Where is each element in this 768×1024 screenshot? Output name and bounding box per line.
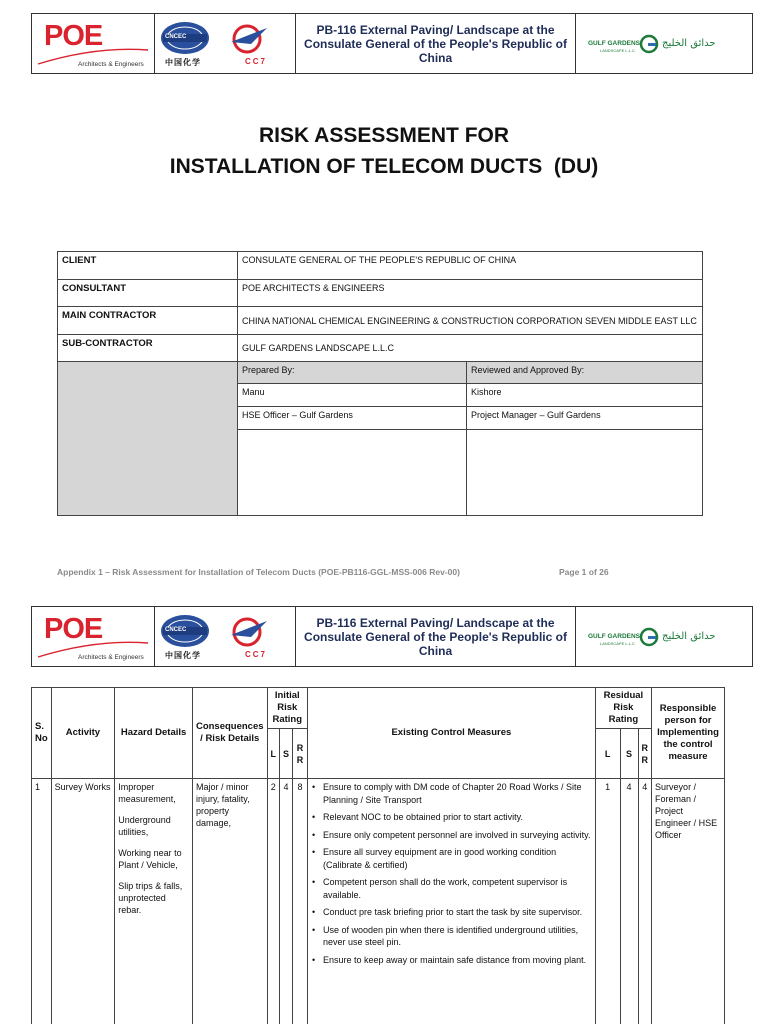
- document-title-line1: RISK ASSESSMENT FOR: [258, 124, 510, 147]
- poe-tagline: Architects & Engineers: [78, 654, 144, 661]
- page-number: Page 1 of 26: [559, 567, 609, 577]
- reviewed-signature-cell: [467, 430, 703, 516]
- cncec-chinese-text: 中国化学: [165, 651, 201, 660]
- document-title: [0, 120, 768, 182]
- cc7-logo-icon: [227, 22, 271, 56]
- poe-logo: POE: [44, 613, 103, 645]
- header-initial-risk: Initial Risk Rating: [267, 688, 307, 729]
- hazard-item: Underground utilities,: [118, 815, 171, 837]
- gulf-gardens-logo-icon: [638, 626, 660, 648]
- row-initial-rr: 8: [293, 779, 308, 1024]
- header-residual-l: L: [595, 729, 620, 779]
- header-initial-s: S: [280, 729, 293, 779]
- main-contractor-value: CHINA NATIONAL CHEMICAL ENGINEERING & CONSTRUCTION CORPORATION SEVEN MIDDLE EAST LLC: [238, 307, 703, 335]
- control-item: • Ensure all survey equipment are in good working condition (Calibrate & certified): [311, 846, 592, 871]
- cncec-logo-text: CNCEC: [165, 34, 187, 40]
- control-item: • Ensure to comply with DM code of Chapter 20 Road Works / Site Planning / Site Transport: [311, 781, 592, 806]
- gulf-gardens-logo-cell: [576, 14, 752, 73]
- row-sno: 1: [32, 779, 52, 1024]
- gulf-gardens-subtext: LANDSCAPE L.L.C: [600, 641, 635, 646]
- row-activity: Survey Works: [51, 779, 115, 1024]
- main-contractor-label: MAIN CONTRACTOR: [58, 307, 238, 335]
- contractor-logos-cell: [155, 607, 296, 666]
- cc7-logo-text: CC7: [245, 650, 268, 659]
- row-initial-s: 4: [280, 779, 293, 1024]
- gulf-gardens-logo-text: GULF GARDENS: [588, 40, 640, 47]
- document-title-line2: INSTALLATION OF TELECOM DUCTS (DU): [169, 155, 599, 178]
- reviewed-by-label: Reviewed and Approved By:: [467, 362, 703, 384]
- header-activity: Activity: [51, 688, 115, 779]
- gulf-gardens-logo-icon: [638, 33, 660, 55]
- gulf-gardens-logo-cell: [576, 607, 752, 666]
- table-row: [32, 779, 725, 1024]
- prepared-by-role: HSE Officer – Gulf Gardens: [238, 407, 467, 430]
- risk-assessment-table: [31, 687, 725, 1024]
- control-item: • Ensure only competent personnel are involved in surveying activity.: [311, 829, 592, 842]
- control-item: • Competent person shall do the work, competent supervisor is available.: [311, 876, 592, 901]
- gulf-gardens-subtext: LANDSCAPE L.L.C: [600, 48, 635, 53]
- row-residual-rr: 4: [638, 779, 652, 1024]
- poe-logo: POE: [44, 20, 103, 52]
- project-title: PB-116 External Paving/ Landscape at the Consulate General of the People's Republic of China: [304, 22, 567, 65]
- prepared-by-label: Prepared By:: [238, 362, 467, 384]
- control-item: • Conduct pre task briefing prior to start the task by site supervisor.: [311, 906, 592, 919]
- page-header-2: [31, 606, 753, 667]
- project-title-cell: [296, 607, 576, 666]
- reviewed-by-role: Project Manager – Gulf Gardens: [467, 407, 703, 430]
- cncec-chinese-text: 中国化学: [165, 58, 201, 67]
- header-consequences: Consequences / Risk Details: [192, 688, 267, 779]
- project-info-table: [57, 251, 703, 516]
- reviewed-by-name: Kishore: [467, 384, 703, 407]
- control-item: • Use of wooden pin when there is identified underground utilities, never use steel pin.: [311, 924, 592, 949]
- row-residual-s: 4: [620, 779, 638, 1024]
- header-responsible-person: Responsible person for Implementing the control measure: [652, 688, 725, 779]
- row-initial-l: 2: [267, 779, 280, 1024]
- poe-logo-cell: [32, 607, 155, 666]
- cc7-logo-icon: [227, 615, 271, 649]
- row-control-measures: [308, 779, 596, 1024]
- header-control-measures: Existing Control Measures: [308, 688, 596, 779]
- hazard-item: Working near to Plant / Vehicle,: [118, 848, 182, 870]
- control-item: • Relevant NOC to be obtained prior to start activity.: [311, 811, 592, 824]
- page-header: [31, 13, 753, 74]
- prepared-by-name: Manu: [238, 384, 467, 407]
- row-residual-l: 1: [595, 779, 620, 1024]
- consultant-value: POE ARCHITECTS & ENGINEERS: [238, 280, 703, 307]
- hazard-item: Slip trips & falls, unprotected rebar.: [118, 881, 183, 915]
- header-initial-l: L: [267, 729, 280, 779]
- row-hazards: [115, 779, 193, 1024]
- row-responsible: Surveyor / Foreman / Project Engineer / HSE Officer: [652, 779, 725, 1024]
- project-title-cell: [296, 14, 576, 73]
- header-hazard-details: Hazard Details: [115, 688, 193, 779]
- sub-contractor-value: GULF GARDENS LANDSCAPE L.L.C: [238, 335, 703, 362]
- control-item: • Ensure to keep away or maintain safe distance from moving plant.: [311, 954, 592, 967]
- cncec-logo-text: CNCEC: [165, 627, 187, 633]
- header-sno: S. No: [32, 688, 52, 779]
- header-initial-rr: R R: [293, 729, 308, 779]
- row-consequences: Major / minor injury, fatality, property damage,: [192, 779, 267, 1024]
- shaded-cell: [58, 362, 238, 516]
- header-residual-rr: R R: [638, 729, 652, 779]
- prepared-signature-cell: [238, 430, 467, 516]
- gulf-gardens-logo-text: GULF GARDENS: [588, 633, 640, 640]
- client-value: CONSULATE GENERAL OF THE PEOPLE'S REPUBLIC OF CHINA: [238, 252, 703, 280]
- project-title: PB-116 External Paving/ Landscape at the Consulate General of the People's Republic of China: [304, 615, 567, 658]
- cc7-logo-text: CC7: [245, 57, 268, 66]
- contractor-logos-cell: [155, 14, 296, 73]
- appendix-reference: Appendix 1 – Risk Assessment for Installation of Telecom Ducts (POE-PB116-GGL-MSS-006 Rev-00): [57, 567, 460, 577]
- poe-tagline: Architects & Engineers: [78, 61, 144, 68]
- header-residual-risk: Residual Risk Rating: [595, 688, 651, 729]
- gulf-gardens-arabic-text: حدائق الخليج: [662, 38, 716, 49]
- gulf-gardens-arabic-text: حدائق الخليج: [662, 631, 716, 642]
- consultant-label: CONSULTANT: [58, 280, 238, 307]
- hazard-item: Improper measurement,: [118, 782, 176, 804]
- poe-logo-cell: [32, 14, 155, 73]
- page-footer: [57, 567, 717, 577]
- header-residual-s: S: [620, 729, 638, 779]
- sub-contractor-label: SUB-CONTRACTOR: [58, 335, 238, 362]
- client-label: CLIENT: [58, 252, 238, 280]
